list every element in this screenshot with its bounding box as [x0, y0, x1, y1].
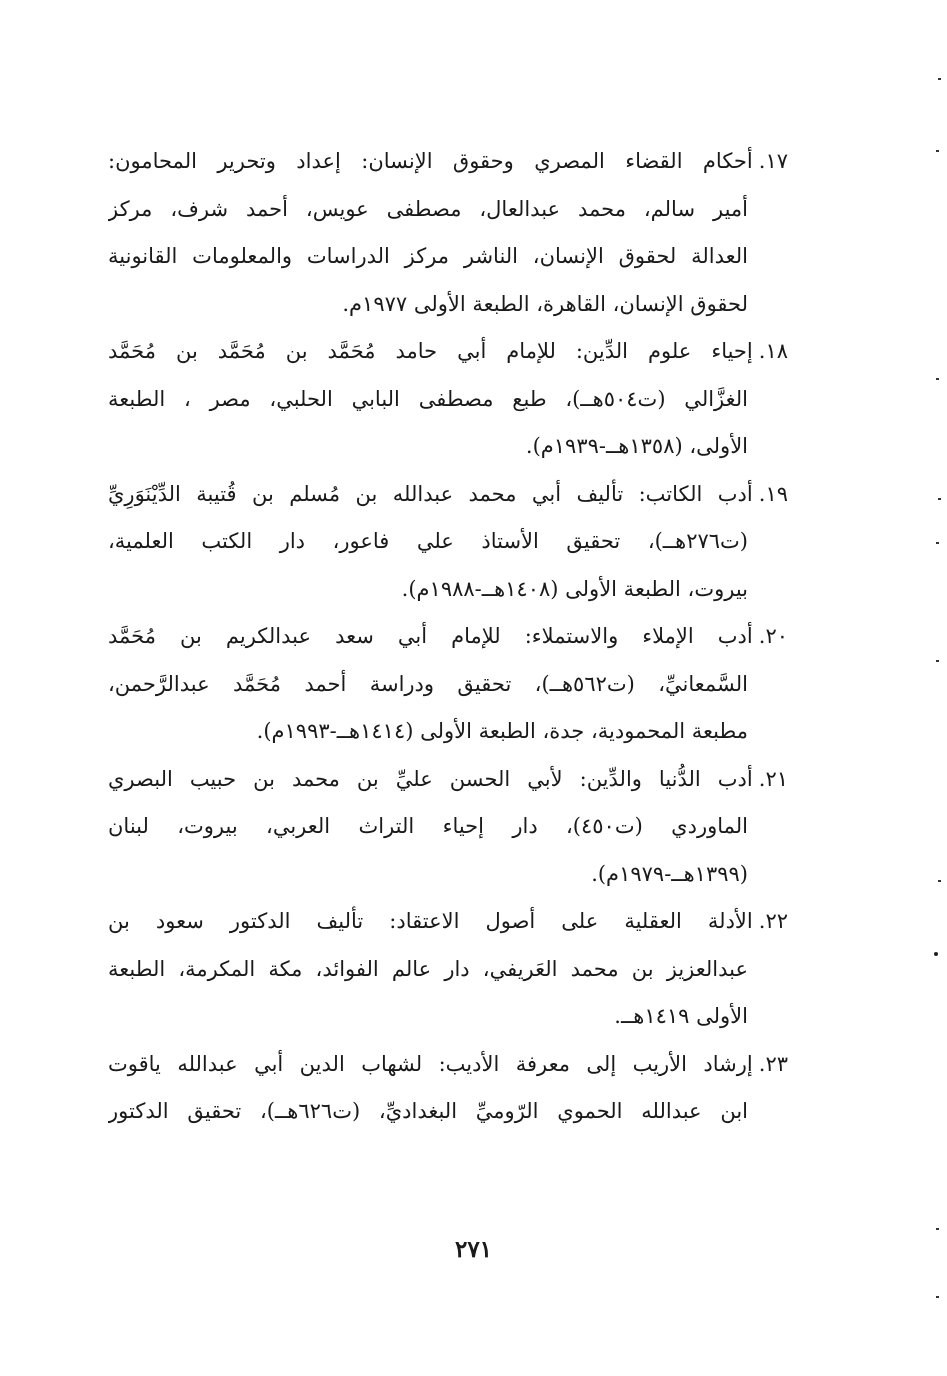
- entry-line: الغزَّالي (ت٥٠٤هــ)، طبع مصطفى البابي الحلبي، مصر ، الطبعة: [108, 386, 748, 411]
- entry-17: [108, 138, 788, 328]
- entry-line: بيروت، الطبعة الأولى (١٤٠٨هــ-١٩٨٨م).: [401, 576, 748, 601]
- entry-line: عبدالعزيز بن محمد العَريفي، دار عالم الفوائد، مكة المكرمة، الطبعة: [108, 956, 748, 981]
- entry-line: ابن عبدالله الحموي الرّوميِّ البغداديِّ، (ت٦٢٦هــ)، تحقيق الدكتور: [108, 1099, 749, 1123]
- entry-line: أدب الدُّنيا والدِّين: لأبي الحسن عليِّ بن محمد بن حبيب البصري: [108, 766, 753, 791]
- scan-speck: [936, 378, 939, 380]
- scan-speck: [936, 1296, 939, 1298]
- entry-line: السَّمعانيِّ، (ت٥٦٢هــ)، تحقيق ودراسة أحمد مُحَمَّد عبدالرَّحمن،: [108, 671, 749, 696]
- entry-line: (ت٢٧٦هــ)، تحقيق الأستاذ علي فاعور، دار الكتب العلمية،: [108, 529, 748, 553]
- entry-21: [108, 756, 788, 899]
- entry-line: (١٣٩٩هــ-١٩٧٩م).: [591, 861, 748, 886]
- entry-line: الأدلة العقلية على أصول الاعتقاد: تأليف الدكتور سعود بن: [108, 909, 753, 933]
- entry-19: [108, 471, 788, 614]
- entry-number: ١٧.: [758, 149, 788, 173]
- entry-line: العدالة لحقوق الإنسان، الناشر مركز الدراسات والمعلومات القانونية: [108, 244, 748, 268]
- bibliography-list: [108, 138, 788, 1136]
- entry-line: الأولى، (١٣٥٨هــ-١٩٣٩م).: [525, 434, 748, 458]
- page-number: ٢٧١: [454, 1236, 493, 1263]
- entry-18: [108, 328, 788, 471]
- entry-line: إحياء علوم الدِّين: للإمام أبي حامد مُحَمَّد بن مُحَمَّد بن مُحَمَّد: [108, 339, 753, 363]
- entry-line: مطبعة المحمودية، جدة، الطبعة الأولى (١٤١٤هــ-١٩٩٣م).: [256, 719, 748, 743]
- scan-speck: [938, 498, 941, 500]
- scan-speck: [936, 542, 939, 544]
- entry-number: ٢٣.: [758, 1051, 788, 1076]
- entry-number: ٢١.: [758, 766, 788, 791]
- scan-speck: [936, 660, 939, 662]
- entry-line: الأولى ١٤١٩هــ.: [614, 1004, 748, 1028]
- entry-line: الماوردي (ت٤٥٠)، دار إحياء التراث العربي، بيروت، لبنان: [108, 814, 748, 838]
- entry-number: ٢٠.: [758, 624, 788, 648]
- entry-number: ٢٢.: [758, 909, 788, 933]
- entry-22: [108, 898, 788, 1041]
- entry-line: أدب الكاتب: تأليف أبي محمد عبدالله بن مُسلم بن قُتيبة الدِّيْنَوَرِيِّ: [108, 481, 753, 506]
- entry-line: أحكام القضاء المصري وحقوق الإنسان: إعداد وتحرير المحامون:: [108, 149, 753, 173]
- scan-speck: [936, 150, 939, 152]
- entry-number: ١٨.: [758, 339, 788, 363]
- entry-line: أدب الإملاء والاستملاء: للإمام أبي سعد عبدالكريم بن مُحَمَّد: [108, 624, 753, 648]
- entry-number: ١٩.: [758, 481, 788, 506]
- entry-line: أمير سالم، محمد عبدالعال، مصطفى عويس، أحمد شرف، مركز: [108, 196, 748, 221]
- entry-line: لحقوق الإنسان، القاهرة، الطبعة الأولى ١٩٧٧م.: [342, 291, 748, 316]
- entry-23: [108, 1041, 788, 1136]
- entry-line: إرشاد الأريب إلى معرفة الأديب: لشهاب الدين أبي عبدالله ياقوت: [108, 1051, 753, 1076]
- scan-speck: [936, 1228, 939, 1230]
- entry-20: [108, 613, 788, 756]
- scan-speck: [938, 880, 941, 882]
- scan-speck: [938, 78, 941, 80]
- scan-speck: [934, 952, 938, 956]
